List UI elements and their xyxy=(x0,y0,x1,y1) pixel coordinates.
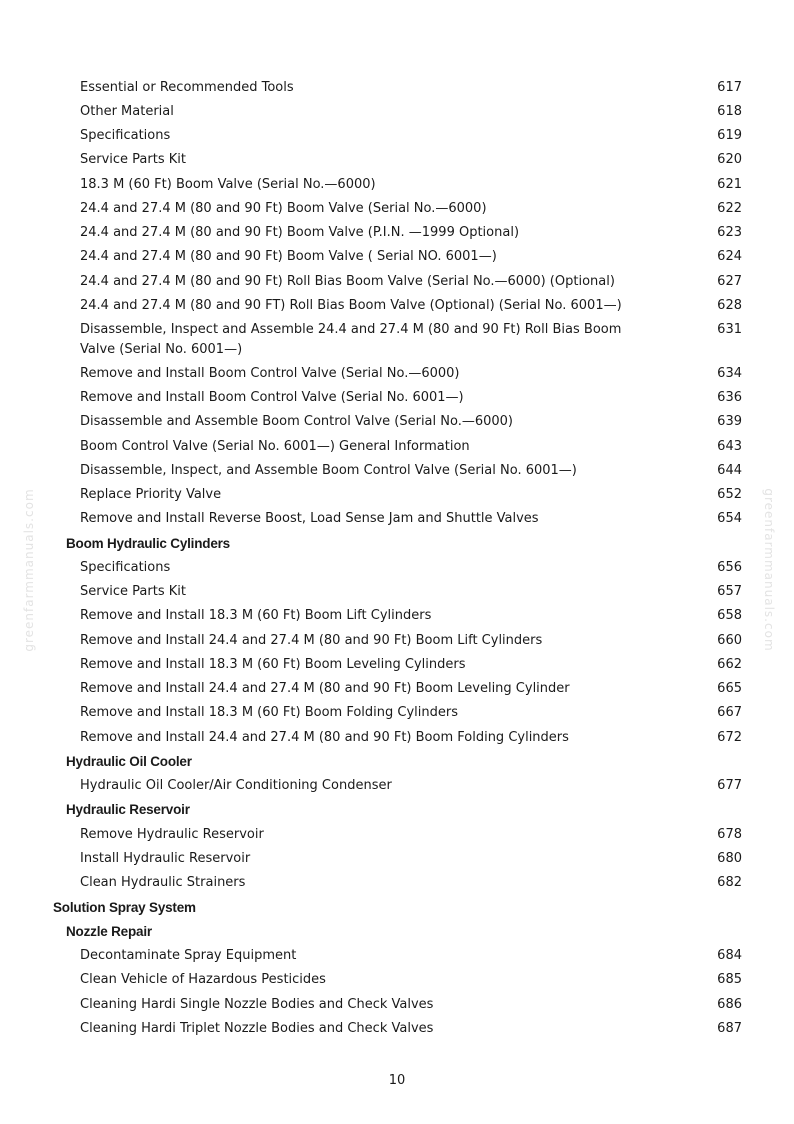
toc-entry-title: Remove and Install 18.3 M (60 Ft) Boom Folding Cylinders xyxy=(80,705,458,720)
toc-entry-page: 624 xyxy=(717,249,742,264)
toc-entry-title: Service Parts Kit xyxy=(80,584,186,599)
toc-entry-title: Specifications xyxy=(80,128,171,143)
toc-entry-title: Disassemble, Inspect and Assemble 24.4 and 27.4 M (80 and 90 Ft) Roll Bias Boom Valve (Serial No. 6001—) xyxy=(80,322,622,357)
toc-heading-title: Nozzle Repair xyxy=(66,924,152,939)
toc-entry-page: 631 xyxy=(717,322,742,337)
toc-entry-page: 639 xyxy=(717,414,742,429)
watermark-right: greenfarmmanuals.com xyxy=(762,488,776,652)
toc-entry-title: Remove and Install Boom Control Valve (Serial No.—6000) xyxy=(80,366,460,381)
toc-heading-title: Hydraulic Reservoir xyxy=(66,802,190,817)
toc-entry-title: 24.4 and 27.4 M (80 and 90 Ft) Boom Valve (P.I.N. —1999 Optional) xyxy=(80,225,520,240)
toc-entry-title: Service Parts Kit xyxy=(80,152,186,167)
toc-entry-page: 665 xyxy=(717,681,742,696)
toc-entry-page: 682 xyxy=(717,875,742,890)
toc-entry-page: 620 xyxy=(717,152,742,167)
toc-entry-title: Remove and Install 18.3 M (60 Ft) Boom Lift Cylinders xyxy=(80,608,432,623)
toc-entry-page: 652 xyxy=(717,487,742,502)
toc-entry-page: 617 xyxy=(717,80,742,95)
toc-entry-title: Other Material xyxy=(80,104,174,119)
toc-entry-title: 24.4 and 27.4 M (80 and 90 FT) Roll Bias Boom Valve (Optional) (Serial No. 6001—) xyxy=(80,298,622,313)
toc-entry-title: Specifications xyxy=(80,560,171,575)
toc-entry-title: Remove Hydraulic Reservoir xyxy=(80,827,264,842)
toc-entry-title: Cleaning Hardi Triplet Nozzle Bodies and Check Valves xyxy=(80,1021,434,1036)
toc-entry-title: Remove and Install Boom Control Valve (Serial No. 6001—) xyxy=(80,390,464,405)
toc-entry-page: 672 xyxy=(717,730,742,745)
toc-entry-title: Remove and Install 24.4 and 27.4 M (80 and 90 Ft) Boom Lift Cylinders xyxy=(80,633,543,648)
watermark-left: greenfarmmanuals.com xyxy=(22,488,36,652)
toc-entry-page: 677 xyxy=(717,778,742,793)
toc-entry-title: Essential or Recommended Tools xyxy=(80,80,294,95)
toc-entry-title: 18.3 M (60 Ft) Boom Valve (Serial No.—6000) xyxy=(80,177,376,192)
toc-heading-title: Boom Hydraulic Cylinders xyxy=(66,536,230,551)
toc-entry-page: 634 xyxy=(717,366,742,381)
toc-entry-title: Replace Priority Valve xyxy=(80,487,222,502)
toc-entry-page: 684 xyxy=(717,948,742,963)
toc-entry-page: 657 xyxy=(717,584,742,599)
toc-entry-title: Remove and Install Reverse Boost, Load Sense Jam and Shuttle Valves xyxy=(80,511,539,526)
toc-entry-page: 636 xyxy=(717,390,742,405)
toc-entry-page: 619 xyxy=(717,128,742,143)
toc-entry-title: Decontaminate Spray Equipment xyxy=(80,948,297,963)
toc-entry-title: Remove and Install 24.4 and 27.4 M (80 and 90 Ft) Boom Folding Cylinders xyxy=(80,730,569,745)
toc-entry-title: Boom Control Valve (Serial No. 6001—) General Information xyxy=(80,439,470,454)
toc-entry-title: 24.4 and 27.4 M (80 and 90 Ft) Boom Valve (Serial No.—6000) xyxy=(80,201,487,216)
toc-heading-title: Hydraulic Oil Cooler xyxy=(66,754,192,769)
toc-entry-title: Clean Vehicle of Hazardous Pesticides xyxy=(80,972,326,987)
toc-entry-page: 686 xyxy=(717,997,742,1012)
toc-entry-page: 662 xyxy=(717,657,742,672)
toc-entry-page: 654 xyxy=(717,511,742,526)
toc-entry-page: 644 xyxy=(717,463,742,478)
toc-entry-page: 643 xyxy=(717,439,742,454)
page-number: 10 xyxy=(388,1073,406,1088)
toc-entry-title: Remove and Install 24.4 and 27.4 M (80 and 90 Ft) Boom Leveling Cylinder xyxy=(80,681,570,696)
toc-entry-page: 623 xyxy=(717,225,742,240)
toc-entry-title: Install Hydraulic Reservoir xyxy=(80,851,251,866)
toc-entry-title: Disassemble and Assemble Boom Control Valve (Serial No.—6000) xyxy=(80,414,514,429)
toc-entry-title: 24.4 and 27.4 M (80 and 90 Ft) Roll Bias Boom Valve (Serial No.—6000) (Optional) xyxy=(80,274,615,289)
toc-entry-title: Clean Hydraulic Strainers xyxy=(80,875,246,890)
toc-entry-page: 678 xyxy=(717,827,742,842)
toc-entry-page: 660 xyxy=(717,633,742,648)
toc-entry-page: 622 xyxy=(717,201,742,216)
toc-entry-page: 627 xyxy=(717,274,742,289)
toc-entry-title: Disassemble, Inspect, and Assemble Boom Control Valve (Serial No. 6001—) xyxy=(80,463,577,478)
toc-heading-title: Solution Spray System xyxy=(53,900,196,915)
toc-entry-page: 680 xyxy=(717,851,742,866)
toc-entry-title: Hydraulic Oil Cooler/Air Conditioning Condenser xyxy=(80,778,392,793)
toc-entry-page: 687 xyxy=(717,1021,742,1036)
toc-entry-page: 667 xyxy=(717,705,742,720)
toc-entry-title: Cleaning Hardi Single Nozzle Bodies and Check Valves xyxy=(80,997,434,1012)
toc-entry-page: 618 xyxy=(717,104,742,119)
toc-entry-page: 621 xyxy=(717,177,742,192)
toc-entry-page: 658 xyxy=(717,608,742,623)
toc-entry-page: 628 xyxy=(717,298,742,313)
toc-entry-title: 24.4 and 27.4 M (80 and 90 Ft) Boom Valve ( Serial NO. 6001—) xyxy=(80,249,497,264)
toc-entry-page: 656 xyxy=(717,560,742,575)
toc-entry-page: 685 xyxy=(717,972,742,987)
toc-entry-title: Remove and Install 18.3 M (60 Ft) Boom Leveling Cylinders xyxy=(80,657,466,672)
